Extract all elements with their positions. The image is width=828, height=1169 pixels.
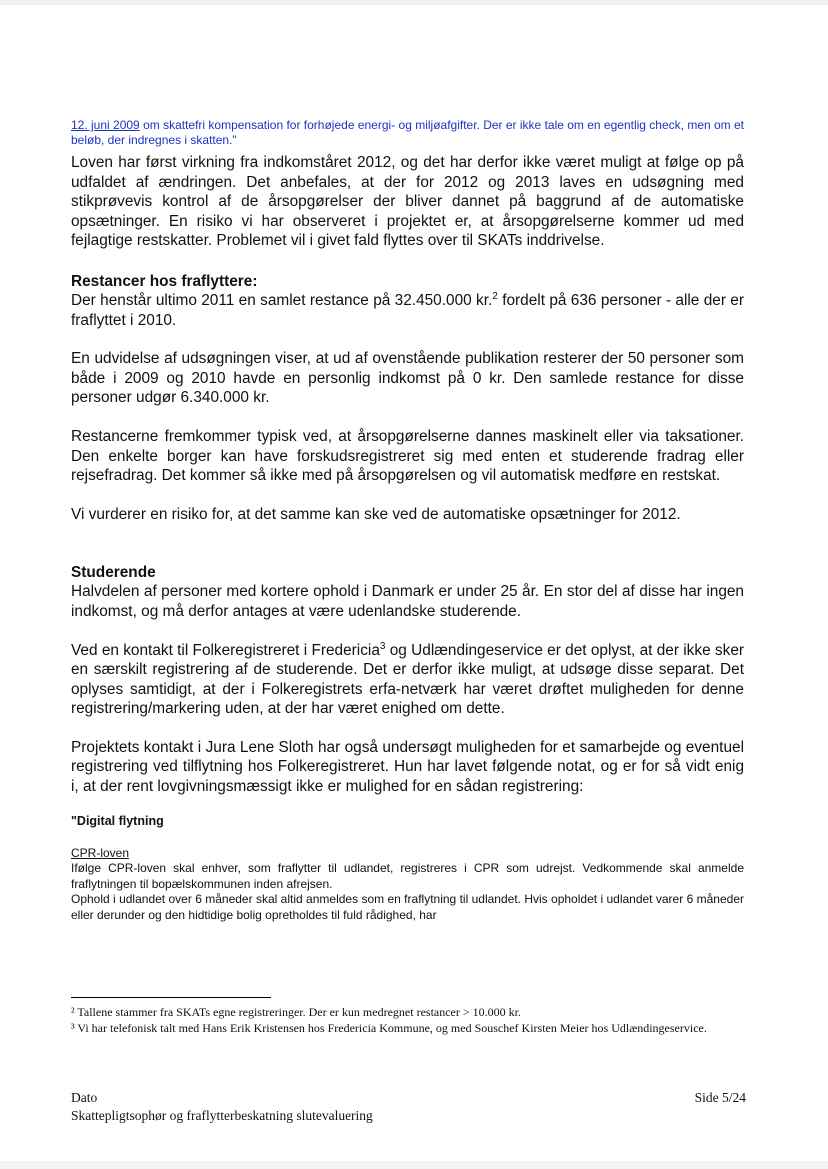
document-body [71,118,744,923]
quote-subheading: CPR-loven [71,845,130,860]
footnote-2: ² Tallene stammer fra SKATs egne registreringer. Der er kun medregnet restancer > 10.000 kr. [71,1005,521,1019]
restance-text-a: Der henstår ultimo 2011 en samlet restance på 32.450.000 kr. [71,291,493,309]
paragraph-restance-total [71,291,744,330]
footnote-ref-3: 3 [379,640,386,652]
paragraph-udsoegning: En udvidelse af udsøgningen viser, at ud af ovenstående publikation resterer der 50 personer som både i 2009 og 2010 havde en personlig indkomst på 0 kr. Den samlede restance for disse personer udgør 6.340.000 kr. [71,350,744,407]
intro-quote-link[interactable]: 12. juni 2009 [71,118,140,132]
paragraph-restancerne: Restancerne fremkommer typisk ved, at årsopgørelserne dannes maskinelt eller via taksationer. Den enkelte borger kan have forskudsregistreret sig med enten et studerende fradrag eller rejsefradrag. Det kommer så ikke med på årsopgørelsen og vil automatisk medføre en restskat. [71,427,744,485]
scan-edge-top [0,0,828,5]
page-footer [71,1089,746,1125]
footnote-separator [71,997,271,998]
footnote-ref-2: 2 [492,290,498,302]
paragraph-law-effect: Loven har først virkning fra indkomståret 2012, og det har derfor ikke været muligt at følge op på udfaldet af ændringen. Det anbefales, at der for 2012 og 2013 laves en udsøgning med stikprøvevis kontrol af de årsopgørelser der bliver dannet på baggrund af de automatiske opsætninger. En risiko vi har observeret i projektet er, at årsopgørelserne kommer ud med fejlagtige restskatter. Problemet vil i givet fald flyttes over til SKATs inddrivelse. [71,154,744,250]
footnote-3: ³ Vi har telefonisk talt med Hans Erik Kristensen hos Fredericia Kommune, og med Souschef Kirsten Meier hos Udlændingeservice. [71,1021,707,1035]
intro-quote-text: om skattefri kompensation for forhøjede energi- og miljøafgifter. Der er ikke tale om en egentlig check, men om et beløb, der indregnes i skatten." [71,118,745,147]
scan-edge-bottom [0,1161,828,1169]
footer-page-number: Side 5/24 [694,1090,746,1105]
footer-date-label: Dato [71,1090,98,1105]
section-heading-studerende: Studerende [71,564,156,582]
folkeregistret-text-b: og Udlændingeservice er det oplyst, at der ikke sker en særskilt registrering af de studerende. Det er derfor ikke muligt, at udsøge disse separat. Det oplyses samtidigt, at der i Folkeregistrets erfa-netværk har været drøftet muligheden for denne registrering/markering uden, at der har været enighed om dette. [71,641,744,718]
quote-title: "Digital flytning [71,813,164,828]
restance-text-b: fordelt på 636 personer - alle der er fraflyttet i 2010. [71,291,744,329]
paragraph-folkeregistret [71,641,744,719]
section-heading-restancer: Restancer hos fraflyttere: [71,272,258,290]
quote-line-2: Ophold i udlandet over 6 måneder skal altid anmeldes som en fraflytning til udlandet. Hvis opholdet i udlandet varer 6 måneder eller derunder og den hidtidige bolig opretholdes til fuld rådighed, har [71,892,744,922]
intro-quote [71,118,744,148]
quote-line-1: Ifølge CPR-loven skal enhver, som fraflytter til udlandet, registreres i CPR som udrejst. Vedkommende skal anmelde fraflytningen til bopælskommunen inden afrejsen. [71,861,744,891]
folkeregistret-text-a: Ved en kontakt til Folkeregistreret i Fredericia [71,641,380,659]
paragraph-halvdelen: Halvdelen af personer med kortere ophold i Danmark er under 25 år. En stor del af disse har ingen indkomst, og må derfor antages at være udenlandske studerende. [71,583,744,620]
paragraph-jura: Projektets kontakt i Jura Lene Sloth har også undersøgt muligheden for et samarbejde og eventuel registrering ved tilflytning hos Folkeregistreret. Hun har lavet følgende notat, og er for så vidt enig i, at der rent lovgivningsmæssigt ikke er mulighed for en sådan registrering: [71,738,744,796]
footnotes [71,1004,744,1036]
paragraph-risiko: Vi vurderer en risiko for, at det samme kan ske ved de automatiske opsætninger for 2012. [71,505,681,523]
footer-document-title: Skattepligtsophør og fraflytterbeskatning slutevaluering [71,1108,373,1123]
